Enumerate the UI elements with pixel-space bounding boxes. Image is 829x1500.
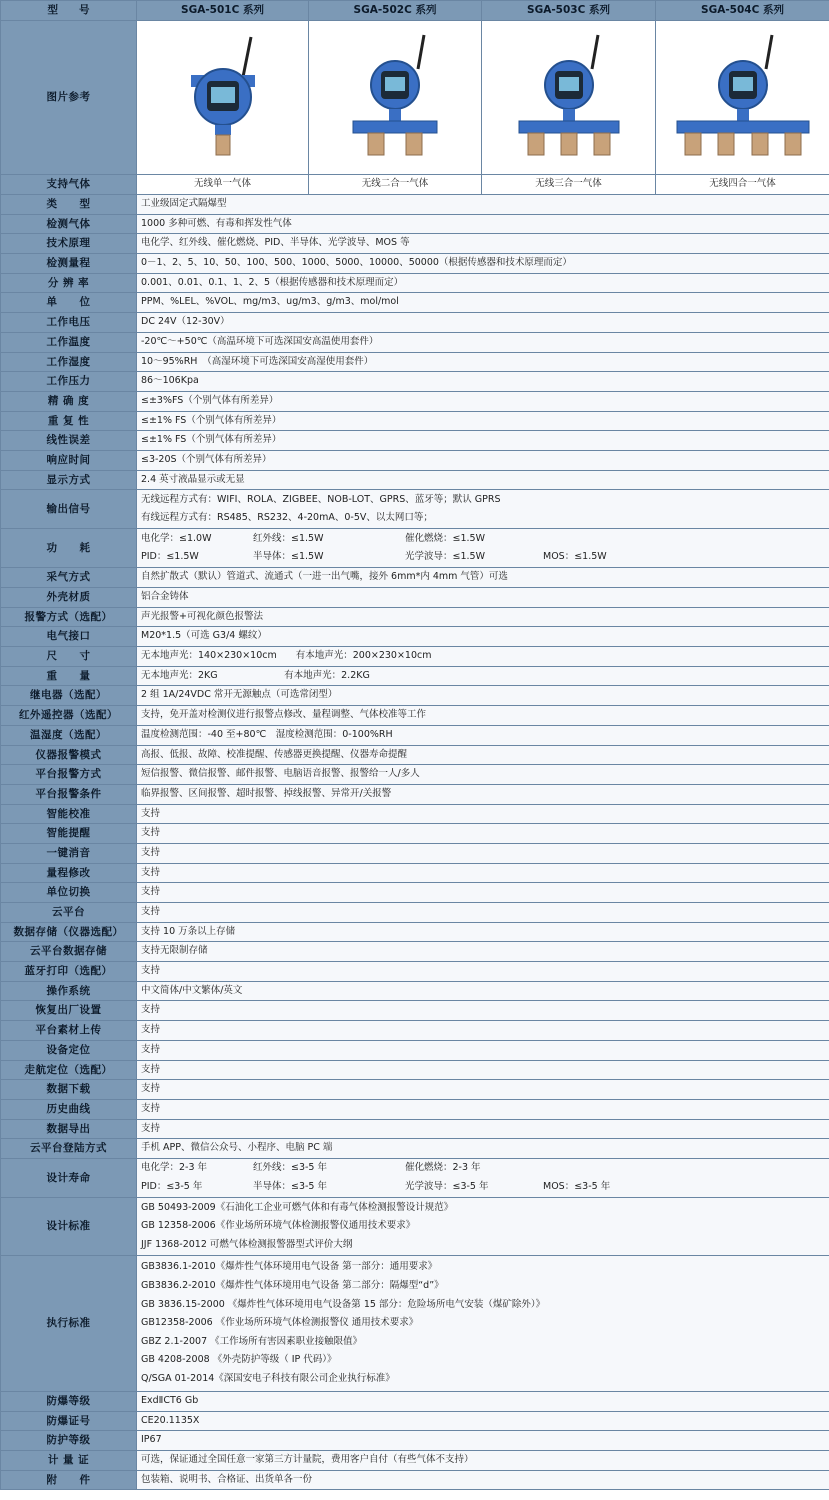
- spec-label: 电气接口: [1, 627, 137, 647]
- spec-value: 1000 多种可燃、有毒和挥发性气体: [137, 214, 829, 234]
- spec-label: 蓝牙打印（选配）: [1, 962, 137, 982]
- spec-label: 工作温度: [1, 332, 137, 352]
- spec-row: [1, 647, 829, 667]
- image-label: 图片参考: [1, 21, 137, 175]
- spec-value: 短信报警、微信报警、邮件报警、电脑语音报警、报警给一人/多人: [137, 765, 829, 785]
- spec-value: 支持: [137, 1099, 829, 1119]
- exec-standard-line: GBZ 2.1-2007 《工作场所有害因素职业接触限值》: [141, 1335, 363, 1347]
- spec-value: M20*1.5（可选 G3/4 螺纹）: [137, 627, 829, 647]
- spec-row: [1, 883, 829, 903]
- spec-label: 尺 寸: [1, 647, 137, 667]
- design-life-value: [137, 1158, 829, 1197]
- spec-row: [1, 411, 829, 431]
- output-signal-line: 无线远程方式有：WIFI、ROLA、ZIGBEE、NOB-LOT、GPRS、蓝牙等；默认 GPRS: [141, 493, 501, 505]
- header-row: [1, 1, 829, 21]
- device-image-501c: [137, 21, 309, 175]
- exec-standard-line: Q/SGA 01-2014《深国安电子科技有限公司企业执行标准》: [141, 1372, 395, 1384]
- model-label: 型 号: [1, 1, 137, 21]
- power-line2: [141, 548, 825, 567]
- spec-label: 精 确 度: [1, 391, 137, 411]
- spec-row: [1, 1001, 829, 1021]
- spec-label: 数据导出: [1, 1119, 137, 1139]
- power-item: PID：≤1.5W: [141, 551, 199, 563]
- spec-row: [1, 588, 829, 608]
- spec-row: [1, 352, 829, 372]
- device-triple-sensor-image: [494, 29, 644, 159]
- spec-value: 高报、低报、故障、校准提醒、传感器更换提醒、仪器寿命提醒: [137, 745, 829, 765]
- spec-value: 支持: [137, 1040, 829, 1060]
- gas-row: [1, 175, 829, 195]
- spec-label: 防护等级: [1, 1431, 137, 1451]
- power-item: 半导体：≤1.5W: [253, 551, 324, 563]
- spec-row: [1, 1139, 829, 1159]
- gas-504c: 无线四合一气体: [656, 175, 829, 195]
- spec-row: [1, 568, 829, 588]
- power-item: 光学波导：≤1.5W: [405, 551, 485, 563]
- spec-row: [1, 962, 829, 982]
- spec-value: 工业级固定式隔爆型: [137, 195, 829, 215]
- spec-label: 单位切换: [1, 883, 137, 903]
- spec-row: [1, 627, 829, 647]
- model-502c: SGA-502C 系列: [309, 1, 482, 21]
- spec-label: 设备定位: [1, 1040, 137, 1060]
- spec-label: 温湿度（选配）: [1, 725, 137, 745]
- spec-value: 铝合金铸体: [137, 588, 829, 608]
- power-value: [137, 529, 829, 568]
- spec-value: ExdⅡCT6 Gb: [137, 1391, 829, 1411]
- spec-row: [1, 332, 829, 352]
- spec-value: CE20.1135X: [137, 1411, 829, 1431]
- spec-label: 继电器（选配）: [1, 686, 137, 706]
- spec-value: 支持: [137, 903, 829, 923]
- spec-label: 操作系统: [1, 981, 137, 1001]
- design-standard-row: [1, 1197, 829, 1255]
- spec-label: 走航定位（选配）: [1, 1060, 137, 1080]
- spec-value: 支持: [137, 863, 829, 883]
- spec-row: [1, 372, 829, 392]
- device-dual-sensor-image: [320, 29, 470, 159]
- spec-row: [1, 1451, 829, 1471]
- design-life-item: 电化学：2-3 年: [141, 1162, 208, 1174]
- spec-value: 支持，免开盖对检测仪进行报警点修改、量程调整、气体校准等工作: [137, 706, 829, 726]
- spec-value: 手机 APP、微信公众号、小程序、电脑 PC 端: [137, 1139, 829, 1159]
- spec-label: 量程修改: [1, 863, 137, 883]
- design-life-item: MOS：≤3-5 年: [543, 1180, 611, 1192]
- design-life-item: 催化燃烧：2-3 年: [405, 1162, 481, 1174]
- spec-label: 工作湿度: [1, 352, 137, 372]
- gas-502c: 无线二合一气体: [309, 175, 482, 195]
- spec-label: 恢复出厂设置: [1, 1001, 137, 1021]
- output-signal-line: 有线远程方式有：RS485、RS232、4-20mA、0-5V、以太网口等；: [141, 512, 433, 524]
- spec-label: 分 辨 率: [1, 273, 137, 293]
- spec-label: 显示方式: [1, 470, 137, 490]
- spec-row: [1, 1040, 829, 1060]
- spec-row: [1, 450, 829, 470]
- spec-value: 包装箱、说明书、合格证、出货单各一份: [137, 1470, 829, 1490]
- power-item: 电化学：≤1.0W: [141, 532, 212, 544]
- spec-row: [1, 1021, 829, 1041]
- model-504c: SGA-504C 系列: [656, 1, 829, 21]
- power-item: 催化燃烧：≤1.5W: [405, 532, 485, 544]
- spec-label: 防爆证号: [1, 1411, 137, 1431]
- spec-label: 计 量 证: [1, 1451, 137, 1471]
- spec-row: [1, 1391, 829, 1411]
- spec-row: [1, 195, 829, 215]
- spec-label: 平台报警条件: [1, 784, 137, 804]
- spec-row: [1, 470, 829, 490]
- exec-standard-row: [1, 1255, 829, 1391]
- spec-value: 支持: [137, 962, 829, 982]
- spec-label: 工作电压: [1, 313, 137, 333]
- spec-label: 线性误差: [1, 431, 137, 451]
- design-life-label: 设计寿命: [1, 1158, 137, 1197]
- spec-label: 重 复 性: [1, 411, 137, 431]
- spec-row: [1, 1080, 829, 1100]
- spec-row: [1, 1470, 829, 1490]
- spec-row: [1, 765, 829, 785]
- spec-label: 重 量: [1, 666, 137, 686]
- spec-row: [1, 1099, 829, 1119]
- spec-label: 检测量程: [1, 254, 137, 274]
- spec-value: 可选，保证通过全国任意一家第三方计量院，费用客户自付（有些气体不支持）: [137, 1451, 829, 1471]
- device-quad-sensor-image: [663, 29, 823, 159]
- spec-label: 采气方式: [1, 568, 137, 588]
- spec-label: 仪器报警模式: [1, 745, 137, 765]
- design-life-row: [1, 1158, 829, 1197]
- spec-label: 附 件: [1, 1470, 137, 1490]
- gas-503c: 无线三合一气体: [482, 175, 656, 195]
- spec-label: 一键消音: [1, 843, 137, 863]
- spec-value: 支持: [137, 824, 829, 844]
- spec-value: IP67: [137, 1431, 829, 1451]
- gas-label: 支持气体: [1, 175, 137, 195]
- spec-label: 平台报警方式: [1, 765, 137, 785]
- device-image-503c: [482, 21, 656, 175]
- design-life-item: PID：≤3-5 年: [141, 1180, 203, 1192]
- spec-row: [1, 313, 829, 333]
- spec-value: 0－1、2、5、10、50、100、500、1000、5000、10000、50000（根据传感器和技术原理而定）: [137, 254, 829, 274]
- spec-label: 类 型: [1, 195, 137, 215]
- spec-value: DC 24V（12-30V）: [137, 313, 829, 333]
- spec-row: [1, 922, 829, 942]
- spec-row: [1, 686, 829, 706]
- spec-value: 无本地声光：140×230×10cm 有本地声光：200×230×10cm: [137, 647, 829, 667]
- spec-label: 云平台登陆方式: [1, 1139, 137, 1159]
- output-signal-value: [137, 490, 829, 529]
- spec-value: 0.001、0.01、0.1、1、2、5（根据传感器和技术原理而定）: [137, 273, 829, 293]
- exec-standard-line: GB12358-2006 《作业场所环境气体检测报警仪 通用技术要求》: [141, 1317, 419, 1329]
- spec-row: [1, 863, 829, 883]
- spec-row: [1, 431, 829, 451]
- output-signal-row: [1, 490, 829, 529]
- spec-label: 报警方式（选配）: [1, 607, 137, 627]
- power-row: [1, 529, 829, 568]
- spec-value: ≤±3%FS（个别气体有所差异）: [137, 391, 829, 411]
- power-label: 功 耗: [1, 529, 137, 568]
- exec-standard-line: GB 3836.15-2000 《爆炸性气体环境用电气设备第 15 部分：危险场所电气安装（煤矿除外）》: [141, 1298, 546, 1310]
- spec-row: [1, 745, 829, 765]
- spec-label: 单 位: [1, 293, 137, 313]
- device-single-sensor-image: [163, 29, 283, 159]
- spec-value: ≤±1% FS（个别气体有所差异）: [137, 411, 829, 431]
- spec-value: 支持 10 万条以上存储: [137, 922, 829, 942]
- spec-row: [1, 981, 829, 1001]
- spec-value: 支持无限制存储: [137, 942, 829, 962]
- spec-value: 中文简体/中文繁体/英文: [137, 981, 829, 1001]
- spec-row: [1, 666, 829, 686]
- spec-value: -20℃～+50℃（高温环境下可选深国安高温使用套件）: [137, 332, 829, 352]
- output-signal-label: 输出信号: [1, 490, 137, 529]
- spec-label: 响应时间: [1, 450, 137, 470]
- device-image-502c: [309, 21, 482, 175]
- device-image-504c: [656, 21, 829, 175]
- spec-value: 支持: [137, 843, 829, 863]
- exec-standard-line: GB3836.2-2010《爆炸性气体环境用电气设备 第二部分：隔爆型“d”》: [141, 1279, 444, 1291]
- design-life-item: 光学波导：≤3-5 年: [405, 1180, 489, 1192]
- spec-label: 平台素材上传: [1, 1021, 137, 1041]
- spec-label: 红外遥控器（选配）: [1, 706, 137, 726]
- design-standard-line: JJF 1368-2012 可燃气体检测报警器型式评价大纲: [141, 1238, 353, 1250]
- design-standard-value: [137, 1197, 829, 1255]
- spec-value: 电化学、红外线、催化燃烧、PID、半导体、光学波导、MOS 等: [137, 234, 829, 254]
- spec-row: [1, 942, 829, 962]
- spec-row: [1, 273, 829, 293]
- spec-value: 支持: [137, 1119, 829, 1139]
- power-item: MOS：≤1.5W: [543, 551, 607, 563]
- spec-value: 无本地声光：2KG 有本地声光：2.2KG: [137, 666, 829, 686]
- spec-row: [1, 607, 829, 627]
- spec-row: [1, 234, 829, 254]
- spec-label: 历史曲线: [1, 1099, 137, 1119]
- exec-standard-value: [137, 1255, 829, 1391]
- spec-label: 智能提醒: [1, 824, 137, 844]
- spec-value: 声光报警+可视化颜色报警法: [137, 607, 829, 627]
- spec-row: [1, 903, 829, 923]
- spec-row: [1, 214, 829, 234]
- spec-label: 防爆等级: [1, 1391, 137, 1411]
- exec-standard-label: 执行标准: [1, 1255, 137, 1391]
- spec-row: [1, 1431, 829, 1451]
- spec-label: 数据存储（仪器选配）: [1, 922, 137, 942]
- design-standard-label: 设计标准: [1, 1197, 137, 1255]
- spec-label: 云平台: [1, 903, 137, 923]
- spec-value: 支持: [137, 1060, 829, 1080]
- spec-value: ≤3-20S（个别气体有所差异）: [137, 450, 829, 470]
- exec-standard-line: GB 4208-2008 《外壳防护等级（ IP 代码）》: [141, 1354, 337, 1366]
- design-standard-line: GB 50493-2009《石油化工企业可燃气体和有毒气体检测报警设计规范》: [141, 1201, 454, 1213]
- spec-row: [1, 1119, 829, 1139]
- spec-row: [1, 843, 829, 863]
- exec-standard-line: GB3836.1-2010《爆炸性气体环境用电气设备 第一部分：通用要求》: [141, 1261, 438, 1273]
- spec-row: [1, 784, 829, 804]
- spec-row: [1, 824, 829, 844]
- spec-label: 检测气体: [1, 214, 137, 234]
- spec-value: PPM、%LEL、%VOL、mg/m3、ug/m3、g/m3、mol/mol: [137, 293, 829, 313]
- spec-value: 支持: [137, 1021, 829, 1041]
- spec-value: 2.4 英寸液晶显示或无显: [137, 470, 829, 490]
- spec-row: [1, 391, 829, 411]
- spec-row: [1, 706, 829, 726]
- spec-label: 外壳材质: [1, 588, 137, 608]
- design-standard-line: GB 12358-2006《作业场所环境气体检测报警仪通用技术要求》: [141, 1220, 416, 1232]
- design-life-item: 半导体：≤3-5 年: [253, 1180, 327, 1192]
- design-life-line2: [141, 1178, 825, 1197]
- spec-row: [1, 1060, 829, 1080]
- spec-row: [1, 725, 829, 745]
- spec-value: 2 组 1A/24VDC 常开无源触点（可选常闭型）: [137, 686, 829, 706]
- spec-label: 数据下载: [1, 1080, 137, 1100]
- image-row: [1, 21, 829, 175]
- model-503c: SGA-503C 系列: [482, 1, 656, 21]
- spec-value: 支持: [137, 1001, 829, 1021]
- power-line1: [141, 530, 825, 549]
- spec-value: 86～106Kpa: [137, 372, 829, 392]
- spec-row: [1, 1411, 829, 1431]
- spec-value: ≤±1% FS（个别气体有所差异）: [137, 431, 829, 451]
- gas-501c: 无线单一气体: [137, 175, 309, 195]
- spec-value: 支持: [137, 1080, 829, 1100]
- spec-label: 智能校准: [1, 804, 137, 824]
- spec-value: 自然扩散式（默认）管道式、流通式（一进一出气嘴，接外 6mm*内 4mm 气管）可选: [137, 568, 829, 588]
- model-501c: SGA-501C 系列: [137, 1, 309, 21]
- spec-value: 支持: [137, 883, 829, 903]
- spec-value: 10～95%RH （高湿环境下可选深国安高湿使用套件）: [137, 352, 829, 372]
- power-item: 红外线：≤1.5W: [253, 532, 324, 544]
- design-life-item: 红外线：≤3-5 年: [253, 1162, 327, 1174]
- spec-row: [1, 804, 829, 824]
- spec-label: 技术原理: [1, 234, 137, 254]
- spec-value: 支持: [137, 804, 829, 824]
- design-life-line1: [141, 1159, 825, 1178]
- spec-label: 工作压力: [1, 372, 137, 392]
- spec-value: 温度检测范围：-40 至+80℃ 湿度检测范围：0-100%RH: [137, 725, 829, 745]
- spec-row: [1, 293, 829, 313]
- spec-value: 临界报警、区间报警、超时报警、掉线报警、异常开/关报警: [137, 784, 829, 804]
- spec-label: 云平台数据存储: [1, 942, 137, 962]
- spec-row: [1, 254, 829, 274]
